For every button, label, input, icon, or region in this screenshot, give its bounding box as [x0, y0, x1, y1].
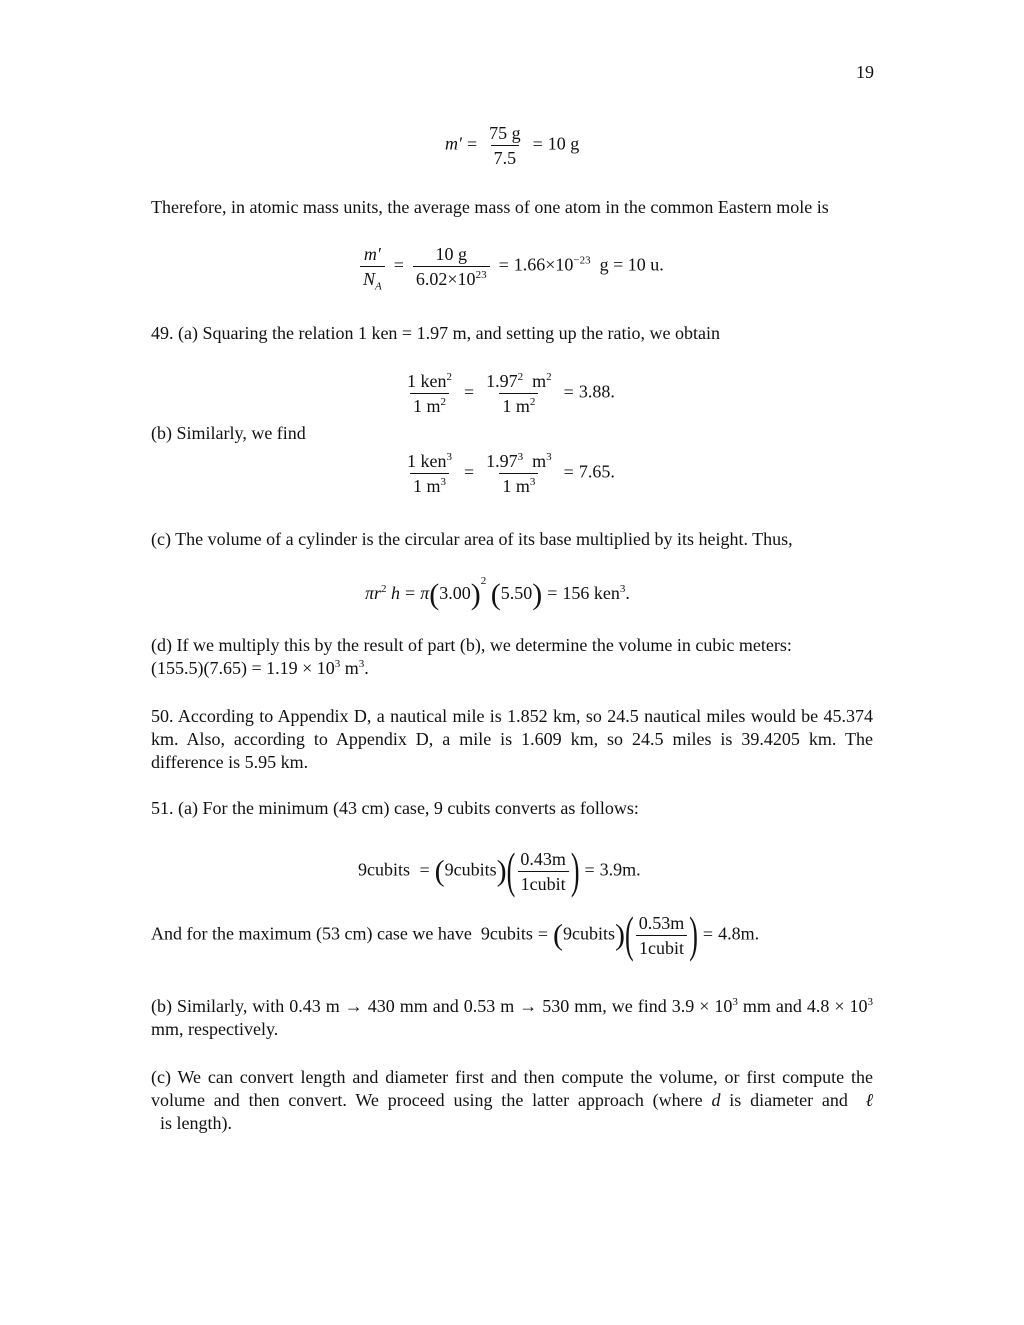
eq-mprime-den: 7.5: [491, 145, 520, 169]
p51c-pre: (c) We can convert length and diameter first and then compute the volume, or first compute the volume and then convert. We proceed using the latter approach (where: [151, 1067, 873, 1110]
p49d-line2-unit: m: [340, 658, 359, 678]
eq-49a-den1-exp: 2: [440, 396, 446, 408]
eq-49b-den1: 1 m: [412, 476, 441, 496]
eq-atom-rhs-tail: g = 10 u.: [599, 254, 664, 275]
eq-49a-num2: 1.97: [486, 371, 518, 391]
eq-mprime-fraction: [486, 122, 524, 169]
eq-mprime-rhs: 10 g: [547, 133, 580, 154]
eq-mprime-num: 75 g: [489, 123, 521, 143]
eq-49a-num2-unit-exp: 2: [546, 371, 552, 383]
paragraph-49b: (b) Similarly, we find: [151, 423, 306, 443]
eq-49b-den2-exp: 3: [529, 476, 536, 488]
paragraph-atomic-mass: Therefore, in atomic mass units, the average mass of one atom in the common Eastern mole is: [151, 197, 829, 217]
paragraph-50: 50. According to Appendix D, a nautical mile is 1.852 km, so 24.5 nautical miles would be 45.374 km. Also, according to Appendix D, a mile is 1.609 km, so 24.5 miles is 39.4205 km. The difference is 5.95 km.: [151, 706, 873, 772]
eq-51a-max-num: 0.53m: [638, 913, 685, 933]
eq-51a-max-den: 1cubit: [636, 935, 687, 959]
eq-49b-num2-unit-exp: 3: [546, 451, 552, 463]
eq-49b-num1: 1 ken: [407, 451, 447, 471]
eq-49c-result-exp: 3: [619, 583, 626, 595]
page-number: 19: [856, 62, 874, 82]
eq-atom-frac1-den-sub: A: [375, 280, 382, 293]
eq-49b-num1-exp: 3: [446, 451, 452, 463]
eq-atom-rhs-exp: −23: [573, 254, 591, 267]
eq-49b-den1-exp: 3: [440, 476, 446, 488]
eq-49a-den2-exp: 2: [529, 396, 536, 408]
p49d-line1: (d) If we multiply this by the result of part (b), we determine the volume in cubic meters:: [151, 635, 792, 655]
eq-atom-frac2-den: 6.02×10: [415, 269, 476, 289]
p51c-ell: ℓ: [865, 1090, 873, 1110]
eq-mprime-lhs: m′: [445, 133, 462, 154]
p49d-line2-end: .: [364, 658, 369, 678]
eq-49c-lhs: πr: [365, 583, 382, 603]
eq-49c-v1-exp: 2: [480, 575, 487, 587]
eq-atom-frac1-num: m′: [363, 244, 381, 264]
paragraph-51b: [151, 995, 873, 1041]
eq-49b-num2-exp: 3: [517, 451, 524, 463]
paragraph-51c: [151, 1066, 873, 1135]
eq-atom-frac1-den: N: [363, 269, 376, 289]
p51b-exp1: 3: [732, 996, 738, 1008]
eq-49a-result: 3.88.: [578, 381, 615, 402]
eq-49a-num2-exp: 2: [517, 371, 524, 383]
eq-49a-num1-exp: 2: [446, 371, 452, 383]
eq-atom-rhs: 1.66×10: [513, 254, 574, 275]
eq-49b-num2-unit: m: [532, 451, 547, 471]
p49d-line2-exp: 3: [334, 658, 341, 670]
p51c-d: d: [711, 1090, 721, 1110]
paragraph-51a: 51. (a) For the minimum (43 cm) case, 9 cubits converts as follows:: [151, 798, 639, 818]
paragraph-49a: 49. (a) Squaring the relation 1 ken = 1.97 m, and setting up the ratio, we obtain: [151, 323, 721, 343]
eq-49c-v2: 5.50: [500, 583, 533, 603]
eq-49c-pi: π: [420, 583, 430, 603]
eq-51a-num: 0.43m: [520, 849, 566, 869]
eq-49b-den2: 1 m: [502, 476, 530, 496]
eq-49a-den1: 1 m: [412, 396, 441, 416]
eq-atom-frac1: [360, 243, 385, 293]
p51c-mid: is diameter and: [720, 1090, 866, 1110]
equation-49c: $\pi r^2$ $h = \pi(3.00)^2$ (5.50) = 156 ken$^3$.: [365, 575, 630, 611]
eq-49c-v1: 3.00: [439, 583, 471, 603]
eq-49b-result: 7.65.: [578, 461, 615, 482]
p51b-pre: (b) Similarly, with 0.43 m → 430 mm and 0.53 m → 530 mm, we find 3.9 × 10: [151, 996, 733, 1016]
eq-51a-max-inner: 9cubits: [563, 923, 616, 944]
equation-49a: $\frac{1 ken^2}{1 m^2}$ = $\frac{1.97^2 m^2}{1 m^2}$ = 3.88.: [407, 371, 615, 416]
equation-49b: $\frac{1 ken^3}{1 m^3}$ = $\frac{1.97^3 m^3}{1 m^3}$ = 7.65.: [407, 451, 615, 496]
paragraph-49d: [151, 634, 873, 680]
eq-49c-period: .: [625, 583, 630, 603]
eq-atom-frac2-den-exp: 23: [475, 269, 487, 281]
eq-51a-den: 1cubit: [518, 871, 569, 895]
p51a-max-text: And for the maximum (53 cm) case we have: [151, 923, 472, 944]
equation-mprime: m′ = $\frac{75 g}{7.5}$ = 10 g: [445, 123, 580, 168]
eq-51a-lhs: 9cubits: [358, 859, 410, 880]
p49d-line2: (155.5)(7.65) = 1.19 × 10: [151, 658, 335, 678]
eq-51a-max-result: 4.8m.: [718, 923, 760, 944]
p51b-mid: mm and 4.8 × 10: [737, 996, 868, 1016]
eq-51a-result: 3.9m.: [599, 859, 641, 880]
eq-49a-num1: 1 ken: [407, 371, 447, 391]
p49d-line2-unit-exp: 3: [358, 658, 365, 670]
paragraph-49c: (c) The volume of a cylinder is the circular area of its base multiplied by its height. Thus,: [151, 529, 793, 549]
eq-49a-num2-unit: m: [532, 371, 547, 391]
equation-atomic-mass: $\frac{m'}{N_A}$ = $\frac{10 g}{6.02\times 10^{23}}$ = $1.66\times 10^{-23}$ g = 10 u.: [356, 243, 664, 290]
eq-49b-num2: 1.97: [486, 451, 518, 471]
eq-49a-den2: 1 m: [502, 396, 530, 416]
p51b-end: mm, respectively.: [151, 1019, 279, 1039]
equation-51a-max: And for the maximum (53 cm) case we have 9cubits = (9cubits)( $\frac{0.53m}{\text{1cubit}}$ ) = 4.8m.: [151, 907, 760, 963]
eq-49c-lhs-exp: 2: [381, 583, 387, 595]
eq-atom-frac2: [413, 243, 490, 290]
eq-49c-h: h: [391, 583, 401, 603]
eq-atom-frac2-num: 10 g: [435, 244, 467, 264]
p51c-end: is length).: [151, 1113, 232, 1133]
eq-51a-max-lhs: 9cubits: [480, 923, 533, 944]
eq-51a-inner: 9cubits: [444, 859, 497, 880]
eq-49c-result: 156 ken: [562, 583, 620, 603]
equation-51a: 9cubits = (9cubits)( $\frac{0.43m}{\text{1cubit}}$ ) = 3.9m.: [358, 843, 641, 899]
p51b-exp2: 3: [867, 996, 873, 1008]
